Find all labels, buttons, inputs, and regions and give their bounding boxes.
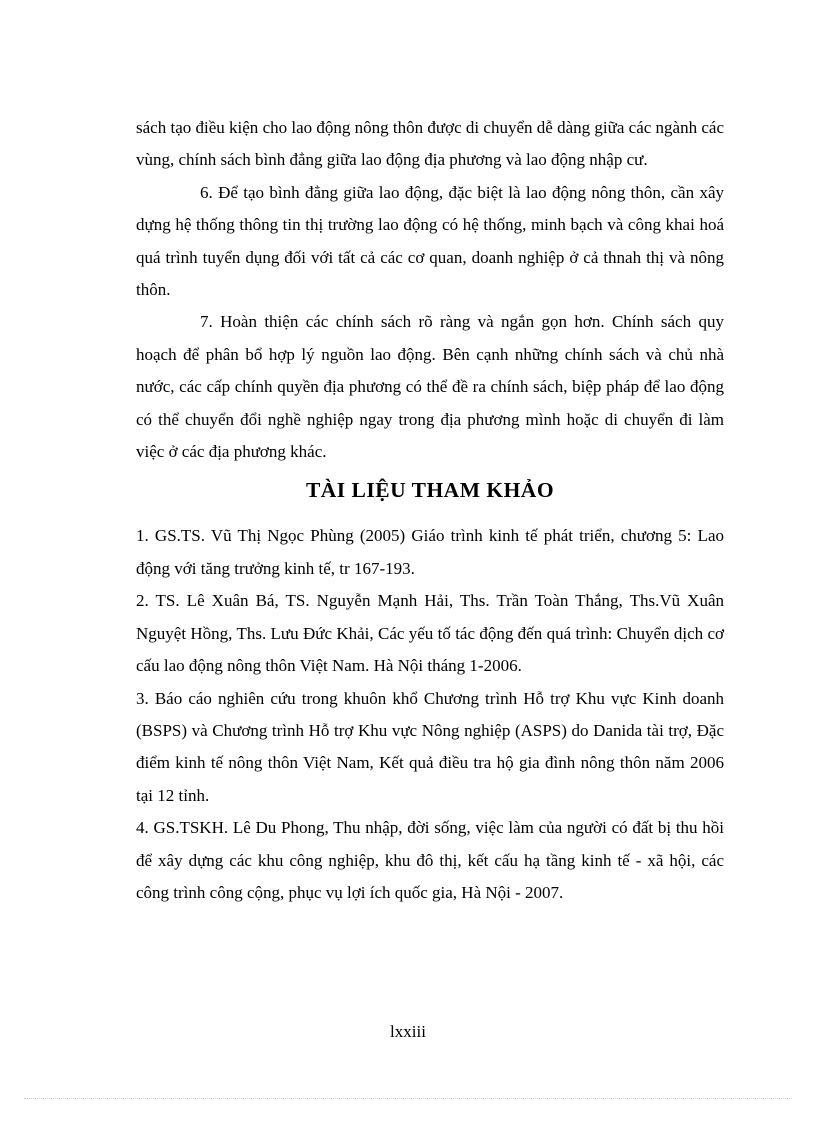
page-bottom-divider [24,1098,792,1099]
reference-item: 4. GS.TSKH. Lê Du Phong, Thu nhập, đời sống, việc làm của người có đất bị thu hồi để xây dựng các khu công nghiệp, khu đô thị, kết cấu hạ tầng kinh tế - xã hội, các công trình công cộng, phục vụ lợi ích quốc gia, Hà Nội - 2007. [136,818,724,902]
body-paragraph: sách tạo điều kiện cho lao động nông thôn được di chuyển dễ dàng giữa các ngành các vùng, chính sách bình đẳng giữa lao động địa phương và lao động nhập cư. [136,118,724,170]
references-heading: TÀI LIỆU THAM KHẢO [305,478,555,503]
body-paragraph: 6. Để tạo bình đẳng giữa lao động, đặc biệt là lao động nông thôn, cần xây dựng hệ thống thông tin thị trường lao động có hệ thống, minh bạch và công khai hoá quá trình tuyển dụng đối với tất cả các cơ quan, doanh nghiệp ở cả thnah thị và nông thôn. [136,182,724,300]
page-content [136,112,724,909]
reference-item: 1. GS.TS. Vũ Thị Ngọc Phùng (2005) Giáo trình kinh tế phát triển, chương 5: Lao động với tăng trưởng kinh tế, tr 167-193. [136,526,724,578]
reference-item: 3. Báo cáo nghiên cứu trong khuôn khổ Chương trình Hỗ trợ Khu vực Kinh doanh (BSPS) và Chương trình Hỗ trợ Khu vực Nông nghiệp (ASPS) do Danida tài trợ, Đặc điểm kinh tế nông thôn Việt Nam, Kết quả điều tra hộ gia đình nông thôn năm 2006 tại 12 tỉnh. [136,688,724,805]
reference-item: 2. TS. Lê Xuân Bá, TS. Nguyễn Mạnh Hải, Ths. Trần Toàn Thắng, Ths.Vũ Xuân Nguyệt Hồng, Ths. Lưu Đức Khải, Các yếu tố tác động đến quá trình: Chuyển dịch cơ cấu lao động nông thôn Việt Nam. Hà Nội tháng 1-2006. [136,591,724,676]
page-number: lxxiii [390,1022,426,1041]
body-paragraph: 7. Hoàn thiện các chính sách rõ ràng và ngắn gọn hơn. Chính sách quy hoạch để phân bổ hợp lý nguồn lao động. Bên cạnh những chính sách và chủ nhà nước, các cấp chính quyền địa phương có thể đề ra chính sách, biệp pháp để lao động có thể chuyển đổi nghề nghiệp ngay trong địa phương mình hoặc di chuyển đi làm việc ở các địa phương khác. [136,312,724,462]
references-list [136,520,724,909]
